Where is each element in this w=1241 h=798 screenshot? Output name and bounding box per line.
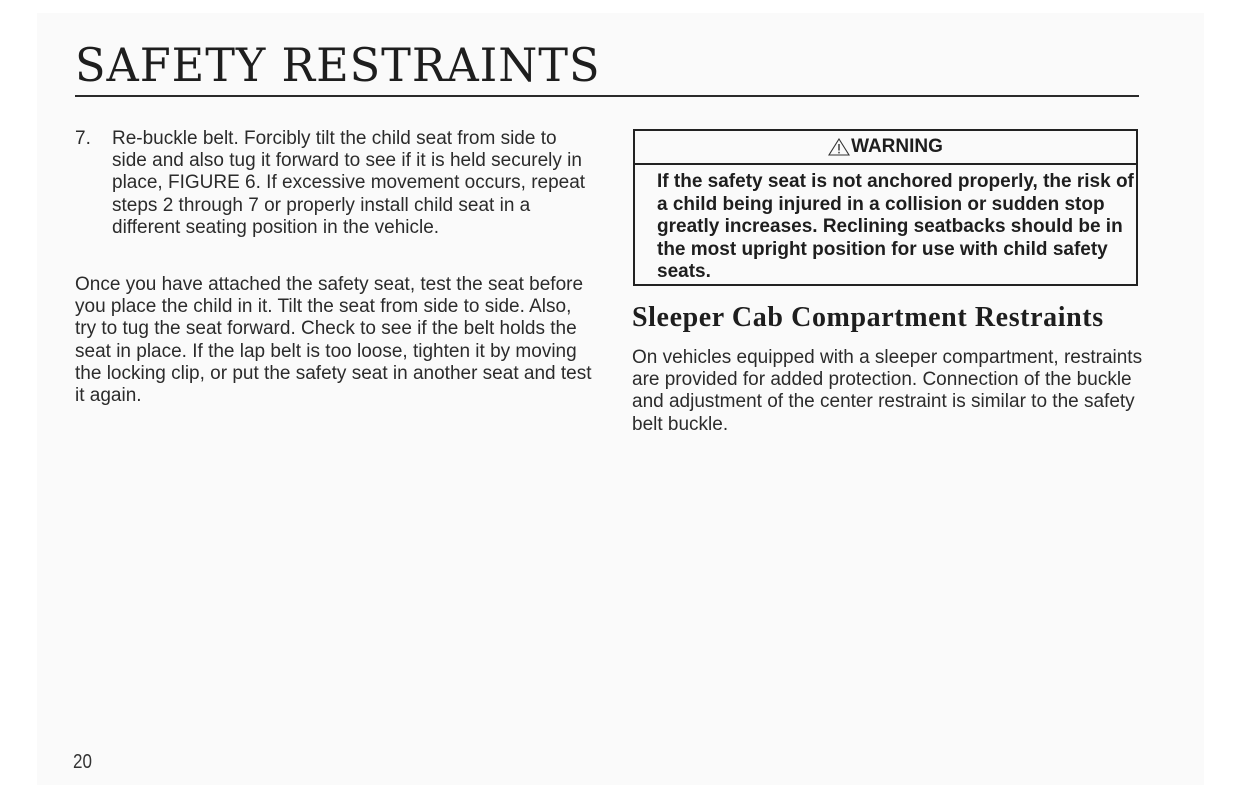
step-number: 7. (75, 128, 91, 149)
section-heading: Sleeper Cab Compartment Restraints (632, 302, 1104, 333)
warning-triangle-icon (828, 138, 850, 156)
document-page (37, 13, 1204, 785)
step-item (75, 128, 590, 239)
warning-box (633, 129, 1138, 286)
warning-heading: WARNING (851, 136, 943, 157)
title-divider (75, 95, 1139, 97)
seat-test-paragraph: Once you have attached the safety seat, test the seat before you place the child in it. Tilt the seat from side to side. Also, try to tug the seat forward. Check to see if the belt holds the seat in place. If the lap belt is too loose, tighten it by moving the locking clip, or put the safety seat in another seat and test it again. (75, 274, 592, 407)
step-text: Re-buckle belt. Forcibly tilt the child seat from side to side and also tug it forward to see if it is held securely in place, FIGURE 6. If excessive movement occurs, repeat steps 2 through 7 or properly install child seat in a different seating position in the vehicle. (112, 128, 586, 238)
sleeper-cab-paragraph: On vehicles equipped with a sleeper compartment, restraints are provided for added protection. Connection of the buckle and adjustment of the center restraint is similar to the safety belt buckle. (632, 347, 1143, 435)
warning-header (635, 131, 1136, 165)
page-number: 20 (73, 751, 92, 773)
page-title: SAFETY RESTRAINTS (75, 38, 601, 92)
warning-text: If the safety seat is not anchored properly, the risk of a child being injured in a collision or sudden stop greatly increases. Reclining seatbacks should be in the most upright position for use with child safety seats. (657, 171, 1134, 283)
